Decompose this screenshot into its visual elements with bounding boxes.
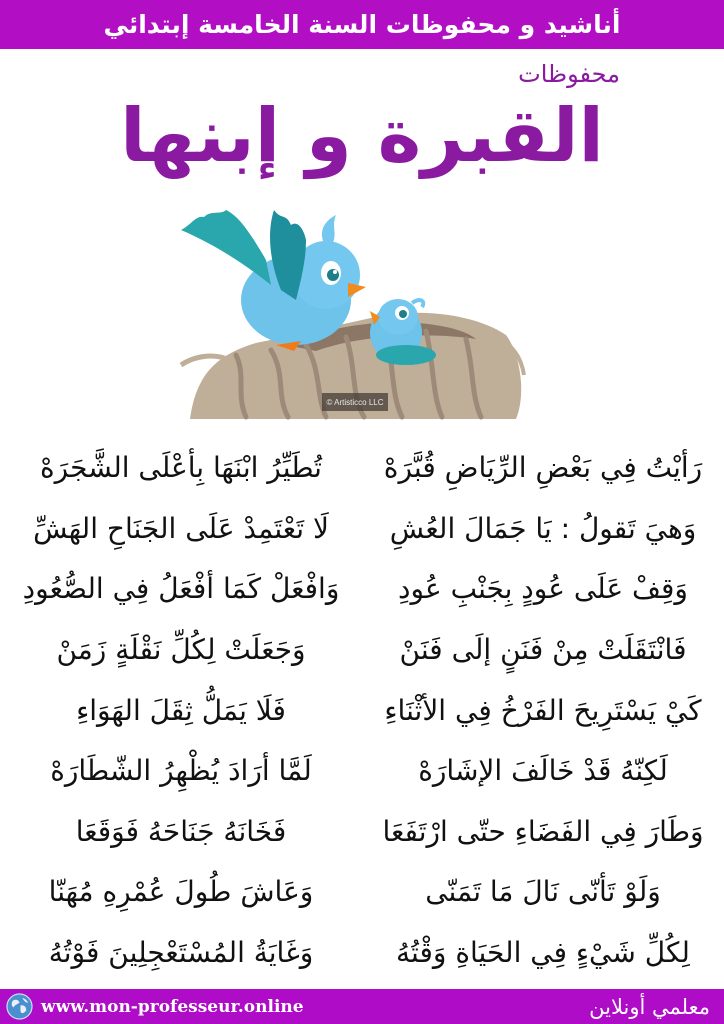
header-title: أناشيد و محفوظات السنة الخامسة إبتدائي: [103, 10, 621, 39]
verse-second-half: وَافْعَلْ كَمَا أفْعَلُ فِي الصُّعُودِ: [22, 572, 340, 606]
verse-first-half: وَطَارَ فِي الفَضَاءِ حتّى ارْتَفَعَا: [382, 814, 704, 848]
footer-band: [0, 989, 724, 1024]
verse-first-half: لِكُلِّ شَيْءٍ فِي الحَيَاةِ وَقْتُهُ: [396, 936, 690, 970]
verse-first-half: رَأيْتُ فِي بَعْضِ الرِّيَاضِ قُبَّرَهْ: [383, 451, 703, 485]
verse-first-half: وَلَوْ تَأنّى نَالَ مَا تَمَنّى: [425, 875, 661, 909]
globe-icon: [6, 993, 33, 1020]
header-band: [0, 0, 724, 49]
verse-second-half: تُطَيِّرُ ابْنَهَا بِأعْلَى الشَّجَرَهْ: [40, 451, 322, 485]
verse: [0, 620, 724, 681]
brand-name: معلمي أونلاين: [589, 994, 710, 1019]
verse: [0, 438, 724, 499]
verse-first-half: فَانْتَقَلَتْ مِنْ فَنَنٍ إلَى فَنَنْ: [399, 633, 687, 667]
verse-second-half: فَخَانَهُ جَنَاحَهُ فَوَقَعَا: [75, 814, 287, 848]
category-label: محفوظات: [518, 60, 620, 88]
verse-first-half: لَكِنّهُ قَدْ خَالَفَ الإشَارَهْ: [418, 754, 668, 788]
verse-second-half: لَا تَعْتَمِدْ عَلَى الجَنَاحِ الهَشِّ: [33, 511, 329, 545]
verse-first-half: كَيْ يَسْتَرِيحَ الفَرْخُ فِي الأثْنَاءِ: [384, 693, 702, 727]
verse: [0, 802, 724, 863]
website-link[interactable]: [6, 991, 304, 1022]
verse: [0, 862, 724, 923]
poem-body: [0, 438, 724, 983]
poem-title: القبرة و إبنها: [120, 93, 604, 179]
image-copyright: © Artisticco LLC: [322, 393, 388, 411]
verse: [0, 499, 724, 560]
verse-second-half: لَمَّا أرَادَ يُظْهِرُ الشّطَارَهْ: [50, 754, 312, 788]
birds-nest-icon: [176, 205, 526, 423]
verse-second-half: وَغَايَةُ المُسْتَعْجِلِينَ فَوْتُهُ: [48, 936, 314, 970]
verse-second-half: وَجَعَلَتْ لِكُلِّ نَقْلَةٍ زَمَنْ: [56, 633, 306, 667]
website-url: www.mon-professeur.online: [41, 996, 304, 1017]
verse: [0, 559, 724, 620]
lark-illustration: [176, 205, 526, 423]
verse-second-half: فَلَا يَمَلُّ ثِقَلَ الهَوَاءِ: [76, 693, 286, 727]
verse: [0, 923, 724, 984]
verse-second-half: وَعَاشَ طُولَ عُمْرِهِ مُهَنّا: [48, 875, 314, 909]
verse-first-half: وَهيَ تَقولُ : يَا جَمَالَ العُشِ: [389, 511, 697, 545]
verse: [0, 680, 724, 741]
verse: [0, 741, 724, 802]
verse-first-half: وَقِفْ عَلَى عُودٍ بِجَنْبِ عُودِ: [398, 572, 688, 606]
